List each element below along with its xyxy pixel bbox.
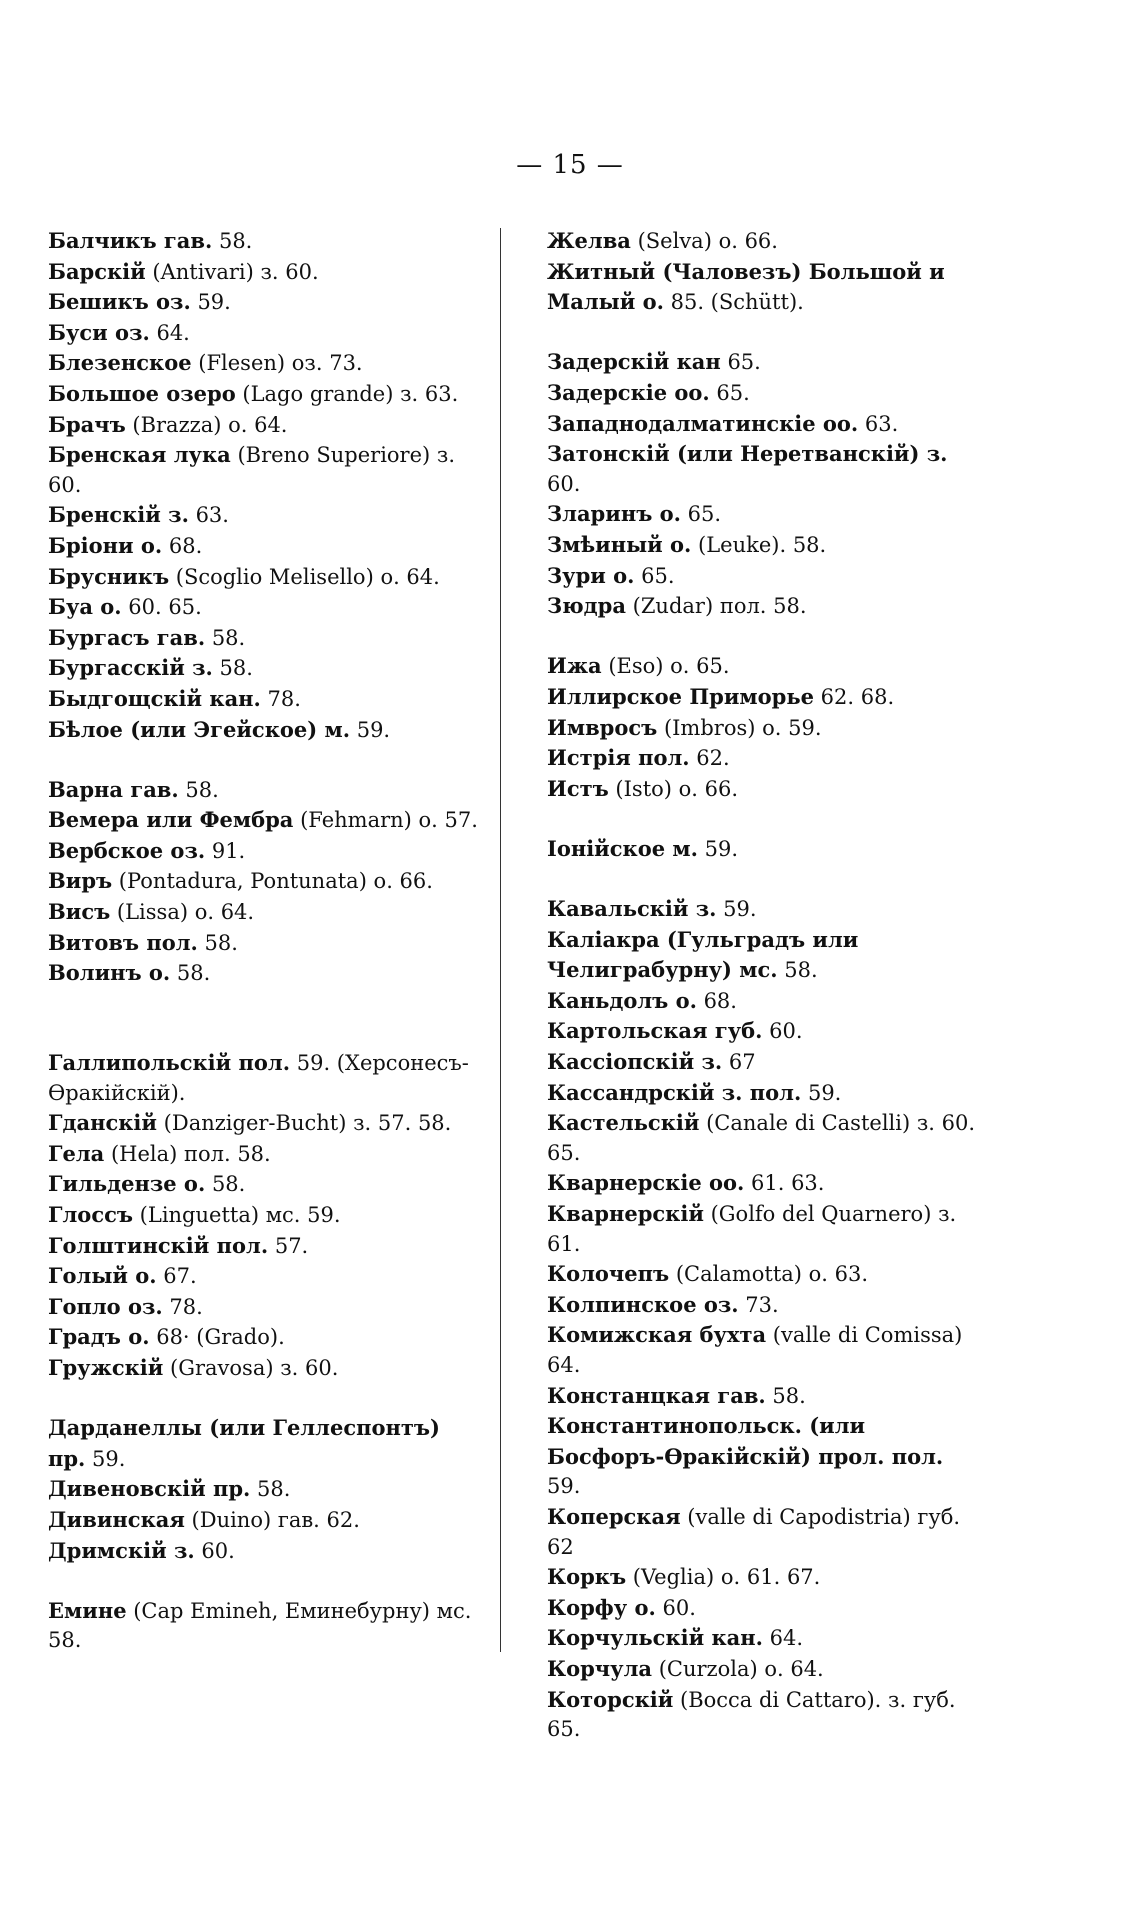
index-entry	[48, 866, 478, 897]
entry-reference: 58.	[205, 1172, 246, 1197]
index-entry	[48, 1139, 478, 1170]
entry-reference: 78.	[260, 686, 301, 711]
entry-heading: Каліакра (Гульградъ или Челиграбурну) мс.	[547, 926, 859, 983]
index-entry	[48, 1322, 478, 1353]
entry-reference: 58.	[178, 777, 219, 802]
entry-heading: Дивеновскій пр.	[48, 1476, 251, 1502]
index-entry	[547, 1562, 977, 1593]
entry-heading: Корчульскій кан.	[547, 1625, 763, 1651]
entry-heading: Которскій	[547, 1686, 674, 1712]
entry-reference: 58.	[205, 625, 246, 650]
index-entry	[48, 348, 478, 379]
index-entry	[48, 715, 478, 746]
entry-heading: Константинопольск. (или Босфоръ-Өракійскій) прол. пол.	[547, 1413, 944, 1469]
entry-heading: Корфу о.	[547, 1594, 656, 1620]
entry-reference: 62. 68.	[813, 684, 895, 709]
entry-reference: 68.	[162, 533, 203, 558]
index-entry	[547, 1259, 977, 1290]
index-entry	[48, 1505, 478, 1536]
index-entry	[48, 1292, 478, 1323]
entry-reference: 67	[722, 1050, 756, 1075]
entry-heading: Градъ о.	[48, 1324, 150, 1350]
index-entry	[48, 226, 478, 257]
entry-heading: Кварнерскіе оо.	[547, 1170, 745, 1196]
entry-heading: Бѣлое (или Эгейское) м.	[48, 716, 351, 742]
index-entry	[48, 958, 478, 989]
entry-heading: Змѣиный о.	[547, 531, 692, 557]
index-entry	[547, 986, 977, 1017]
index-entry	[48, 1169, 478, 1200]
index-entry	[547, 378, 977, 409]
entry-reference: 63.	[858, 411, 899, 436]
entry-heading: Коркъ	[547, 1564, 627, 1590]
entry-reference: (Golfo del Quarnero) з. 61.	[547, 1202, 957, 1256]
entry-heading: Задерскіе оо.	[547, 379, 710, 405]
entry-reference: (Brazza) о. 64.	[125, 412, 288, 437]
entry-reference: (Calamotta) о. 63.	[669, 1262, 869, 1287]
entry-reference: 60.	[655, 1595, 696, 1620]
entry-heading: Желва	[547, 228, 631, 253]
entry-heading: Вемера или Фембра	[48, 807, 294, 833]
index-entry	[547, 1623, 977, 1654]
entry-heading: Задерскій кан	[547, 349, 721, 375]
entry-heading: Буа о.	[48, 594, 122, 620]
index-entry	[547, 591, 977, 622]
entry-heading: Бургасъ гав.	[48, 624, 206, 650]
entry-heading: Емине	[48, 1597, 127, 1623]
entry-heading: Колпинское оз.	[547, 1291, 739, 1317]
entry-heading: Ижа	[547, 653, 602, 679]
index-entry	[48, 500, 478, 531]
page-number: — 15 —	[516, 150, 624, 180]
entry-heading: Бренская лука	[48, 442, 231, 468]
entry-heading: Брачъ	[48, 411, 126, 437]
entry-heading: Брусникъ	[48, 563, 170, 589]
index-entry	[547, 1320, 977, 1380]
index-entry	[48, 1261, 478, 1292]
entry-spacer	[48, 1384, 478, 1414]
entry-reference: 63.	[188, 503, 229, 528]
index-entry	[48, 1353, 478, 1384]
entry-reference: (Danziger-Bucht) з. 57. 58.	[156, 1111, 452, 1136]
index-entry	[547, 713, 977, 744]
entry-heading: Волинъ о.	[48, 960, 171, 986]
index-entry	[547, 925, 977, 986]
entry-heading: Дарданеллы (или Геллеспонтъ) пр.	[48, 1415, 440, 1471]
entry-reference: 68· (Grado).	[149, 1325, 285, 1350]
entry-heading: Истрія пол.	[547, 745, 690, 771]
index-entry	[547, 1016, 977, 1047]
entry-reference: 58.	[212, 229, 253, 253]
entry-heading: Голый о.	[48, 1263, 157, 1289]
index-entry	[48, 928, 478, 959]
entry-heading: Бренскій з.	[48, 502, 189, 528]
entry-reference: 85. (Schütt).	[663, 290, 804, 315]
entry-reference: (Scoglio Melisello) о. 64.	[169, 564, 440, 589]
index-entry	[547, 409, 977, 440]
entry-heading: Голштинскій пол.	[48, 1232, 269, 1258]
entry-reference: (Flesen) оз. 73.	[191, 351, 363, 376]
index-entry	[48, 410, 478, 441]
index-entry	[547, 682, 977, 713]
entry-reference: 61. 63.	[744, 1171, 825, 1196]
index-entry	[547, 1502, 977, 1562]
index-entry	[48, 592, 478, 623]
entry-heading: Гружскій	[48, 1354, 164, 1380]
entry-heading: Истъ	[547, 775, 609, 801]
entry-reference: (Linguetta) мс. 59.	[133, 1203, 341, 1227]
entry-heading: Зури о.	[547, 562, 635, 588]
entry-heading: Бріони о.	[48, 532, 163, 558]
entry-reference: 58.	[777, 958, 818, 983]
entry-heading: Коперская	[547, 1503, 681, 1529]
entry-reference: 64.	[762, 1626, 804, 1651]
index-entry	[547, 1290, 977, 1321]
entry-heading: Большое озеро	[48, 380, 236, 406]
index-entry	[48, 531, 478, 562]
entry-heading: Висъ	[48, 899, 111, 925]
index-entry	[547, 257, 977, 318]
entry-spacer	[547, 864, 977, 894]
entry-heading: Кассіопскій з.	[547, 1049, 723, 1075]
index-entry	[48, 805, 478, 836]
entry-heading: Корчула	[547, 1655, 653, 1681]
entry-reference: (Selva) о. 66.	[630, 229, 778, 253]
entry-reference: 60.	[762, 1019, 803, 1044]
entry-heading: Виръ	[48, 868, 113, 894]
index-entry	[547, 499, 977, 530]
entry-reference: 59.	[547, 1474, 581, 1499]
entry-reference: (Isto) о. 66.	[608, 776, 739, 801]
entry-reference: 57.	[268, 1233, 309, 1258]
entry-heading: Дримскій з.	[48, 1537, 195, 1563]
entry-reference: 60.	[194, 1538, 235, 1563]
entry-heading: Констанцкая гав.	[547, 1382, 766, 1408]
index-entry	[547, 1168, 977, 1199]
entry-reference: 65.	[709, 380, 750, 405]
entry-reference: 65.	[634, 563, 675, 588]
entry-reference: 91.	[205, 838, 246, 863]
entry-reference: 58.	[765, 1383, 806, 1408]
entry-reference: 59.	[801, 1080, 842, 1105]
entry-reference: (Zudar) пол. 58.	[625, 594, 807, 619]
entry-spacer	[48, 1566, 478, 1596]
index-entry	[48, 1536, 478, 1567]
index-entry	[547, 1199, 977, 1259]
index-entry	[48, 257, 478, 288]
entry-reference: (Fehmarn) о. 57.	[293, 808, 478, 833]
entry-heading: Зларинъ о.	[547, 501, 681, 527]
entry-spacer	[48, 989, 478, 1019]
index-entry	[48, 897, 478, 928]
entry-heading: Вербское оз.	[48, 837, 206, 863]
entry-heading: Имвросъ	[547, 714, 658, 740]
column-divider	[500, 228, 501, 1652]
entry-reference: 68.	[696, 988, 737, 1013]
entry-reference: 65.	[720, 350, 761, 375]
entry-spacer	[48, 745, 478, 775]
index-entry	[48, 1413, 478, 1474]
entry-heading: Гела	[48, 1140, 105, 1166]
entry-reference: (Eso) о. 65.	[601, 654, 730, 679]
index-entry	[48, 562, 478, 593]
entry-reference: 59.	[697, 836, 739, 861]
index-column-right	[547, 226, 977, 1745]
entry-reference: (Duino) гав. 62.	[184, 1507, 360, 1532]
entry-heading: Барскій	[48, 258, 146, 284]
entry-reference: 59.	[85, 1446, 126, 1471]
index-entry	[547, 1108, 977, 1168]
entry-reference: 59. (Херсонесъ-Өракійскій).	[48, 1051, 469, 1105]
entry-heading: Картольская губ.	[547, 1018, 763, 1044]
entry-reference: 58.	[197, 930, 238, 955]
entry-heading: Каньдолъ о.	[547, 987, 697, 1013]
index-entry	[547, 561, 977, 592]
index-entry	[48, 623, 478, 654]
index-entry	[547, 439, 977, 499]
entry-reference: (valle di Capodistria) губ. 62	[547, 1504, 961, 1559]
index-entry	[48, 1231, 478, 1262]
entry-heading: Комижская бухта	[547, 1322, 767, 1348]
entry-heading: Житный (Чаловезъ) Большой и Малый о.	[547, 258, 945, 315]
index-entry	[547, 834, 977, 865]
index-entry	[48, 1048, 478, 1108]
entry-heading: Іонійское м.	[547, 835, 698, 861]
entry-reference: 65.	[680, 502, 722, 527]
entry-heading: Блезенское	[48, 350, 192, 376]
entry-heading: Бешикъ оз.	[48, 289, 191, 315]
entry-heading: Иллирское Приморье	[547, 683, 814, 709]
index-entry	[547, 347, 977, 378]
entry-heading: Затонскій (или Неретванскій) з.	[547, 441, 948, 467]
index-entry	[48, 318, 478, 349]
entry-heading: Глоссъ	[48, 1202, 133, 1227]
entry-heading: Гильдензе о.	[48, 1171, 206, 1197]
entry-reference: 73.	[738, 1292, 779, 1317]
entry-reference: (Cap Emineh, Еминебурну) мс. 58.	[48, 1598, 472, 1653]
entry-reference: 78.	[162, 1294, 203, 1319]
index-entry	[48, 775, 478, 806]
entry-heading: Дивинская	[48, 1506, 185, 1532]
entry-reference: (Breno Superiore) з. 60.	[48, 443, 456, 497]
entry-reference: 59.	[190, 290, 231, 315]
entry-heading: Кассандрскій з. пол.	[547, 1079, 802, 1105]
index-entry	[547, 774, 977, 805]
entry-heading: Западнодалматинскіе оо.	[547, 410, 859, 436]
index-entry	[48, 379, 478, 410]
entry-spacer	[547, 622, 977, 652]
index-entry	[547, 1685, 977, 1745]
entry-reference: (valle di Comissa) 64.	[547, 1323, 963, 1377]
index-entry	[547, 651, 977, 682]
index-entry	[48, 1108, 478, 1139]
entry-reference: 64.	[149, 320, 190, 345]
index-entry	[48, 684, 478, 715]
entry-heading: Галлипольскій пол.	[48, 1050, 291, 1076]
index-entry	[547, 894, 977, 925]
index-entry	[48, 1200, 478, 1231]
entry-reference: 58.	[170, 961, 211, 986]
index-entry	[48, 653, 478, 684]
entry-reference: (Gravosa) з. 60.	[163, 1355, 339, 1380]
index-entry	[48, 440, 478, 500]
entry-heading: Кастельскій	[547, 1110, 700, 1136]
entry-heading: Гопло оз.	[48, 1293, 163, 1319]
entry-heading: Кавальскій з.	[547, 896, 717, 922]
index-entry	[547, 743, 977, 774]
entry-reference: 59.	[350, 717, 391, 742]
entry-heading: Витовъ пол.	[48, 929, 198, 955]
entry-spacer	[547, 804, 977, 834]
entry-reference: (Lago grande) з. 63.	[235, 381, 459, 406]
entry-heading: Бургасскій з.	[48, 655, 213, 681]
entry-reference: (Curzola) о. 64.	[652, 1656, 824, 1681]
index-entry	[48, 836, 478, 867]
entry-heading: Варна гав.	[48, 776, 179, 802]
index-entry	[48, 287, 478, 318]
entry-reference: 58.	[212, 656, 253, 681]
entry-heading: Буси оз.	[48, 319, 150, 345]
entry-reference: (Leuke). 58.	[691, 532, 827, 557]
entry-reference: 62.	[689, 746, 730, 771]
index-entry	[547, 1411, 977, 1502]
entry-reference: (Canale di Castelli) з. 60. 65.	[547, 1111, 976, 1165]
entry-heading: Быдгощскій кан.	[48, 685, 261, 711]
entry-reference: (Bocca di Cattaro). з. губ. 65.	[547, 1687, 956, 1742]
index-entry	[547, 1381, 977, 1412]
index-entry	[547, 226, 977, 257]
entry-reference: 60. 65.	[121, 595, 202, 620]
index-column-left	[48, 226, 478, 1656]
entry-reference: (Lissa) о. 64.	[110, 900, 255, 925]
entry-heading: Зюдра	[547, 593, 626, 619]
entry-heading: Колочепъ	[547, 1261, 670, 1287]
entry-reference: (Hela) пол. 58.	[104, 1141, 271, 1166]
entry-reference: 58.	[250, 1477, 291, 1502]
entry-heading: Кварнерскій	[547, 1201, 704, 1226]
entry-spacer	[547, 318, 977, 348]
entry-reference: 59.	[716, 897, 757, 922]
entry-reference: (Veglia) о. 61. 67.	[626, 1565, 821, 1590]
entry-reference: (Imbros) о. 59.	[657, 715, 822, 740]
entry-reference: 67.	[156, 1264, 197, 1289]
index-entry	[48, 1474, 478, 1505]
entry-reference: (Antivari) з. 60.	[145, 259, 319, 284]
entry-heading: Балчикъ гав.	[48, 228, 213, 253]
entry-spacer	[48, 1018, 478, 1048]
index-entry	[547, 530, 977, 561]
index-entry	[48, 1596, 478, 1656]
entry-heading: Гданскій	[48, 1110, 157, 1136]
index-entry	[547, 1078, 977, 1109]
index-entry	[547, 1593, 977, 1624]
index-entry	[547, 1654, 977, 1685]
index-entry	[547, 1047, 977, 1078]
entry-reference: 60.	[547, 471, 581, 496]
entry-reference: (Pontadura, Pontunata) о. 66.	[112, 869, 433, 894]
